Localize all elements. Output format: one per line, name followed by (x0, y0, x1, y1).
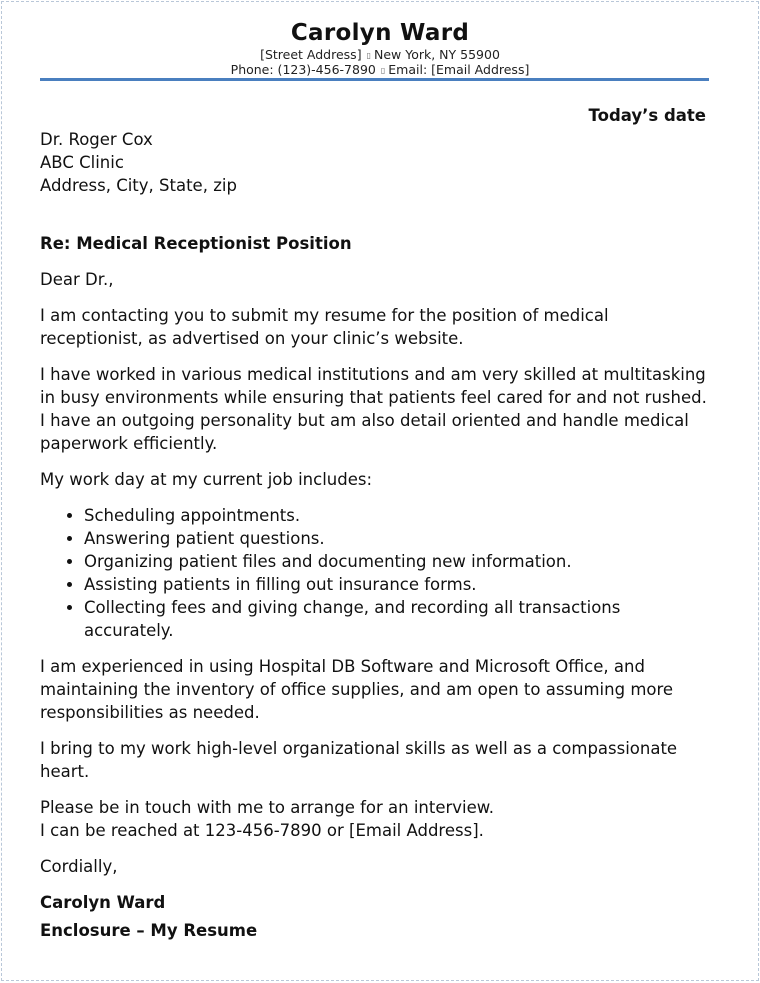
sender-city-state-zip: New York, NY 55900 (373, 47, 500, 62)
sender-email: Email: [Email Address] (388, 62, 530, 77)
sender-street: [Street Address] (260, 47, 362, 62)
paragraph-contact (40, 796, 715, 842)
letter-body (40, 128, 715, 942)
letter-date: Today’s date (588, 106, 706, 125)
contact-line-2: I can be reached at 123-456-7890 or [Email Address]. (40, 821, 484, 840)
enclosure-note: Enclosure – My Resume (40, 921, 258, 940)
recipient-name: Dr. Roger Cox (40, 130, 153, 149)
separator-icon: ▯ (380, 66, 386, 75)
list-item: • Assisting patients in filling out insurance forms. (84, 573, 715, 596)
paragraph-software: I am experienced in using Hospital DB Software and Microsoft Office, and maintaining the inventory of office supplies, and am open to assuming more responsibilities as needed. (40, 657, 674, 722)
subject-line: Re: Medical Receptionist Position (40, 234, 352, 253)
paragraph-intro: I am contacting you to submit my resume for the position of medical receptionist, as advertised on your clinic’s website. (40, 306, 609, 348)
separator-icon: ▯ (366, 51, 371, 60)
recipient-org: ABC Clinic (40, 153, 124, 172)
list-item: • Scheduling appointments. (84, 504, 715, 527)
recipient-address: Address, City, State, zip (40, 176, 237, 195)
signature-name: Carolyn Ward (40, 893, 166, 912)
salutation: Dear Dr., (40, 270, 114, 289)
letter-page (1, 1, 759, 981)
sender-address-line (2, 47, 758, 62)
list-item: • Organizing patient files and documenting new information. (84, 550, 715, 573)
sender-name: Carolyn Ward (290, 20, 470, 46)
duties-list (40, 504, 715, 642)
sender-phone: Phone: (123)-456-7890 (230, 62, 376, 77)
sender-contact-line (2, 62, 758, 77)
list-item: • Collecting fees and giving change, and recording all transactions accurately. (84, 596, 715, 642)
contact-line-1: Please be in touch with me to arrange for an interview. (40, 798, 495, 817)
paragraph-skills: I bring to my work high-level organizational skills as well as a compassionate heart. (40, 739, 678, 781)
closing: Cordially, (40, 857, 118, 876)
paragraph-experience: I have worked in various medical institutions and am very skilled at multitasking in busy environments while ensuring that patients feel cared for and not rushed. I have an outgoing personality but am also detail oriented and handle medical paperwork efficiently. (40, 365, 707, 453)
paragraph-duties-intro: My work day at my current job includes: (40, 470, 373, 489)
list-item: • Answering patient questions. (84, 527, 715, 550)
recipient-block (40, 128, 715, 197)
header-divider (40, 78, 709, 81)
